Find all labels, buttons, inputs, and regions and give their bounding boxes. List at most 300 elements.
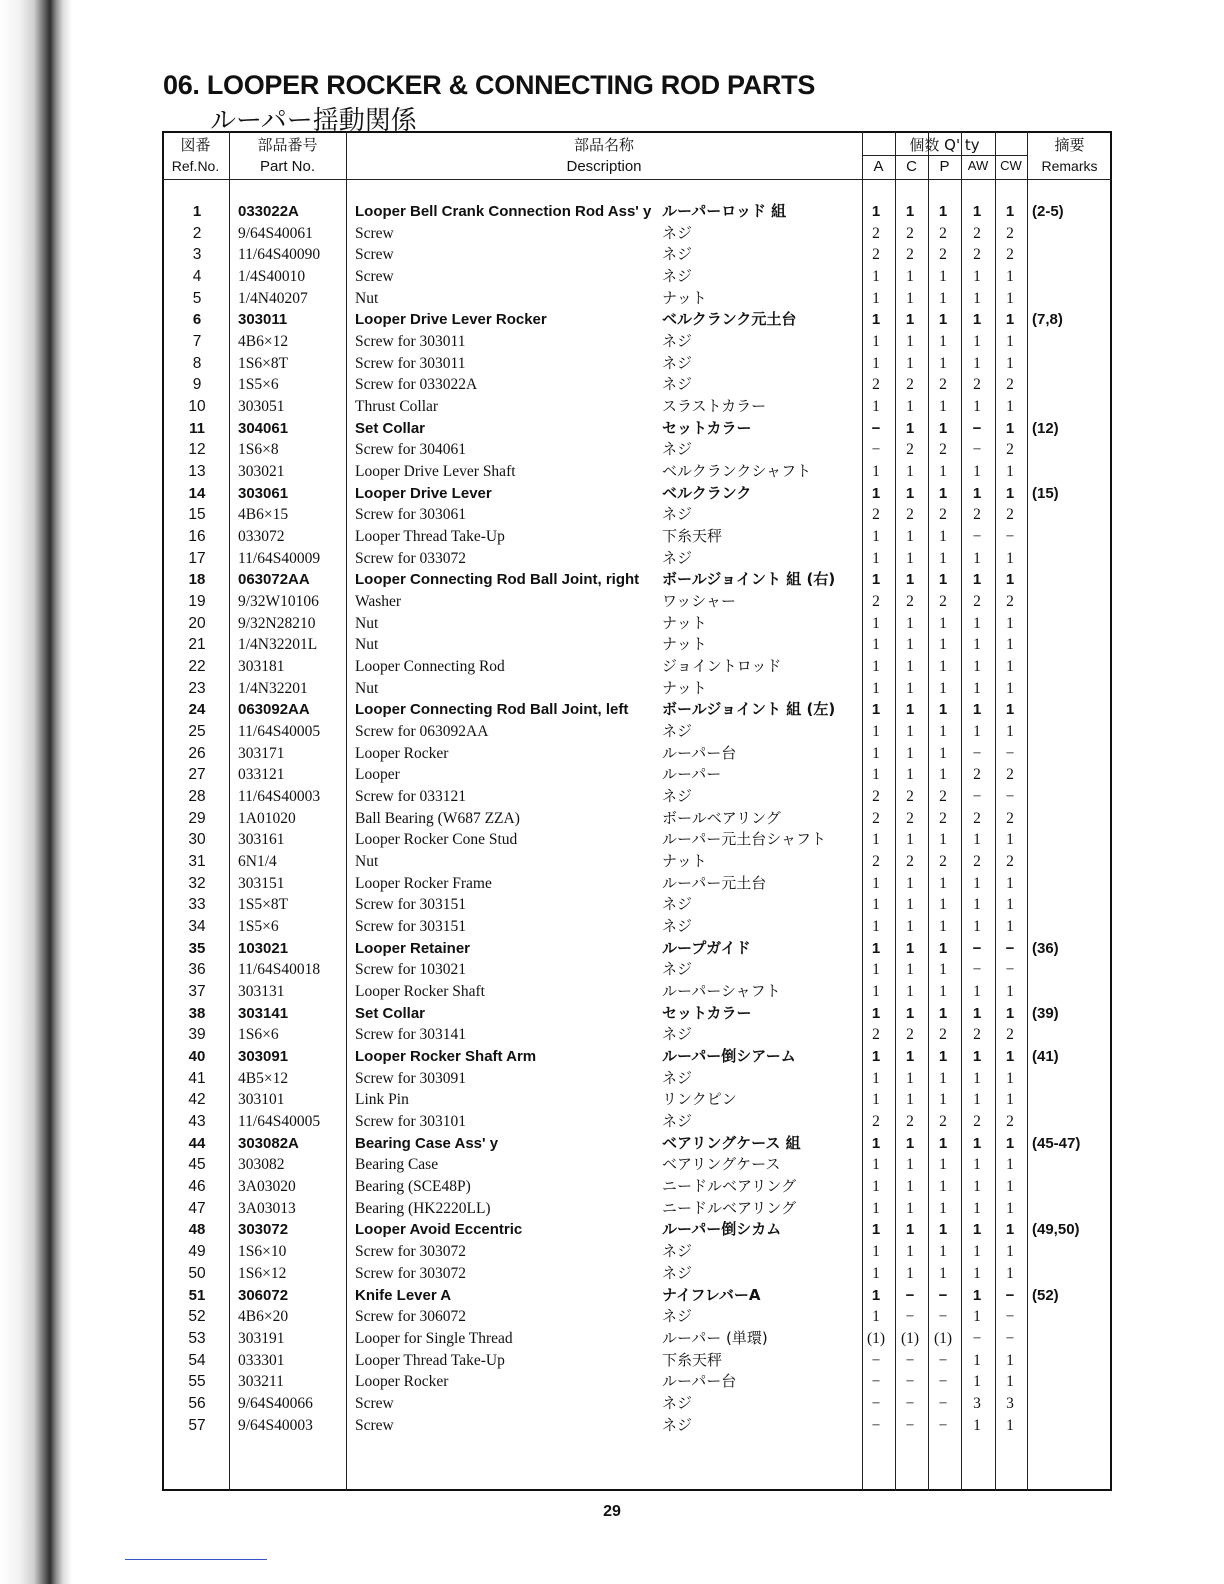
description: Screw for 303091 (355, 1069, 467, 1087)
qty-c: 1 (906, 636, 914, 654)
ref-number: 15 (188, 506, 206, 524)
part-number: 3A03013 (238, 1199, 296, 1217)
description-japanese: ナイフレバーA (662, 1285, 761, 1304)
qty-aw: 2 (973, 766, 981, 784)
qty-aw: 1 (973, 983, 981, 1001)
qty-c: 2 (906, 224, 914, 242)
description-japanese: ネジ (662, 1025, 693, 1044)
ref-number: 22 (188, 658, 206, 676)
header-desc-jp: 部品名称 (573, 136, 634, 154)
qty-p: 1 (939, 918, 947, 936)
qty-cw: 1 (1005, 1134, 1015, 1152)
description: Set Collar (355, 1004, 426, 1022)
table-row (162, 1111, 1112, 1133)
qty-cw: 2 (1006, 593, 1014, 611)
part-number: 4B6×20 (238, 1308, 289, 1326)
description: Bearing Case (355, 1156, 439, 1174)
part-number: 303141 (238, 1004, 289, 1022)
qty-p: 1 (939, 1199, 947, 1217)
table-row (162, 873, 1112, 895)
table-row (162, 1263, 1112, 1285)
table-row (162, 1328, 1112, 1350)
ref-number: 27 (188, 766, 206, 784)
description-japanese: ベルクランク元土台 (662, 310, 797, 329)
qty-p: 2 (939, 809, 947, 827)
qty-aw: 1 (973, 896, 981, 914)
qty-a: 1 (871, 701, 881, 719)
description-japanese: ジョイントロッド (662, 657, 782, 676)
qty-c: 1 (905, 939, 915, 957)
qty-aw: 1 (973, 831, 981, 849)
description: Looper Drive Lever Shaft (355, 463, 516, 481)
ref-number: 11 (189, 419, 205, 437)
qty-c: 1 (906, 723, 914, 741)
qty-a: 1 (872, 831, 880, 849)
table-row (162, 569, 1112, 591)
qty-c: 1 (905, 1134, 915, 1152)
qty-aw: 3 (973, 1394, 981, 1412)
description: Knife Lever A (355, 1286, 452, 1304)
table-row (162, 223, 1112, 245)
part-number: 11/64S40005 (238, 1113, 321, 1131)
description: Looper for Single Thread (355, 1329, 513, 1347)
header-qty-cw: CW (1000, 158, 1022, 173)
qty-p: 1 (939, 658, 947, 676)
description: Screw for 303101 (355, 1113, 467, 1131)
qty-a: 1 (871, 1221, 881, 1239)
part-number: 103021 (238, 939, 289, 957)
part-number: 063092AA (238, 701, 310, 719)
description: Bearing Case Ass' y (355, 1134, 499, 1152)
ref-number: 10 (188, 398, 206, 416)
ref-number: 31 (188, 853, 206, 871)
description-japanese: ルーパーロッド 組 (662, 202, 787, 220)
description: Screw for 304061 (355, 441, 467, 459)
description-japanese: ナット (662, 852, 707, 871)
ref-number: 41 (188, 1069, 206, 1087)
ref-number: 48 (188, 1221, 206, 1239)
description: Looper Rocker Shaft (355, 983, 485, 1001)
ref-number: 9 (192, 376, 202, 394)
description: Looper Drive Lever Rocker (355, 311, 547, 329)
table-row (162, 548, 1112, 570)
description: Screw for 303011 (355, 354, 466, 372)
ref-number: 38 (188, 1004, 206, 1022)
description-japanese: ネジ (662, 1307, 693, 1326)
description: Screw for 303151 (355, 896, 467, 914)
ref-number: 46 (188, 1178, 206, 1196)
qty-aw: 1 (972, 484, 982, 502)
qty-cw: 1 (1006, 679, 1014, 697)
qty-c: 1 (905, 571, 915, 589)
part-number: 1S6×8 (238, 441, 279, 459)
qty-p: 1 (938, 701, 948, 719)
qty-cw: 1 (1006, 333, 1014, 351)
ref-number: 21 (188, 636, 206, 654)
qty-p: 1 (939, 1243, 947, 1261)
qty-cw: 1 (1006, 874, 1014, 892)
qty-aw: 2 (973, 853, 981, 871)
qty-aw: 1 (973, 1416, 981, 1434)
part-number: 11/64S40009 (238, 549, 321, 567)
description: Looper Rocker (355, 1373, 449, 1391)
description: Screw (355, 246, 394, 264)
qty-a: 1 (872, 398, 880, 416)
description: Looper Connecting Rod Ball Joint, left (355, 701, 629, 719)
qty-c: 1 (906, 766, 914, 784)
qty-aw: 1 (972, 571, 982, 589)
qty-cw: 2 (1006, 441, 1014, 459)
part-number: 033072 (238, 528, 285, 546)
qty-aw: 1 (973, 354, 981, 372)
part-number: 1/4S40010 (238, 268, 306, 285)
qty-p: 1 (938, 1134, 948, 1152)
qty-p: − (938, 1373, 948, 1391)
qty-c: − (905, 1416, 915, 1434)
ref-number: 33 (188, 896, 206, 914)
qty-a: − (871, 1373, 881, 1391)
qty-p: 2 (939, 224, 947, 242)
qty-a: 1 (872, 614, 880, 632)
table-row (162, 353, 1112, 375)
qty-a: (1) (866, 1329, 886, 1347)
description-japanese: ネジ (662, 1068, 693, 1087)
qty-aw: 1 (973, 398, 981, 416)
description: Screw for 033121 (355, 788, 467, 806)
description: Looper Retainer (355, 939, 471, 957)
qty-p: − (938, 1351, 948, 1369)
part-number: 1S5×6 (238, 376, 279, 394)
description-japanese: ベルクランクシャフト (662, 462, 812, 481)
description-japanese: ルーパー元土台シャフト (662, 830, 826, 849)
header-remarks-en: Remarks (1041, 158, 1098, 174)
qty-a: 1 (871, 311, 881, 329)
description: Nut (355, 614, 379, 632)
qty-aw: 1 (972, 1134, 982, 1152)
qty-c: 1 (906, 744, 914, 762)
part-number: 6N1/4 (238, 853, 277, 871)
qty-aw: 1 (973, 1199, 981, 1217)
description-japanese: ワッシャー (662, 592, 736, 611)
table-row (162, 808, 1112, 830)
qty-c: 1 (906, 831, 914, 849)
ref-number: 52 (188, 1308, 206, 1326)
part-number: 4B6×15 (238, 506, 289, 524)
part-number: 303101 (238, 1091, 285, 1109)
part-number: 1S5×8T (238, 896, 289, 914)
description: Ball Bearing (W687 ZZA) (355, 809, 520, 827)
description-japanese: ネジ (662, 375, 693, 394)
part-number: 1A01020 (238, 809, 296, 827)
qty-cw: 1 (1006, 1178, 1014, 1196)
qty-a: 1 (871, 1048, 881, 1066)
qty-aw: 1 (972, 1004, 982, 1022)
qty-c: 1 (906, 658, 914, 676)
qty-p: 1 (938, 1048, 948, 1066)
qty-a: 1 (872, 333, 880, 351)
table-row (162, 1089, 1112, 1111)
qty-aw: 1 (972, 701, 982, 719)
description: Screw for 306072 (355, 1308, 467, 1326)
ref-number: 12 (188, 441, 206, 459)
qty-p: 2 (939, 593, 947, 611)
part-number: 1/4N40207 (238, 289, 308, 307)
qty-a: 1 (871, 1286, 881, 1304)
qty-p: 1 (938, 484, 948, 502)
qty-p: 1 (939, 831, 947, 849)
footer-line (125, 1559, 267, 1560)
qty-cw: 2 (1006, 224, 1014, 242)
description-japanese: ボールベアリング (662, 808, 781, 827)
description: Screw for 033072 (355, 549, 467, 567)
qty-a: 1 (872, 1156, 880, 1174)
description-japanese: リンクピン (662, 1090, 737, 1109)
qty-aw: 1 (972, 311, 982, 329)
qty-p: 1 (938, 311, 948, 329)
qty-p: 1 (939, 528, 947, 546)
table-row (162, 1068, 1112, 1090)
description-japanese: ネジ (662, 895, 693, 914)
qty-cw: 1 (1006, 614, 1014, 632)
remarks: (45-47) (1032, 1134, 1081, 1152)
part-number: 303082A (238, 1134, 299, 1152)
qty-aw: 1 (973, 658, 981, 676)
qty-aw: 1 (973, 723, 981, 741)
qty-c: 1 (905, 311, 915, 329)
qty-a: 1 (872, 918, 880, 936)
ref-number: 55 (188, 1373, 206, 1391)
qty-aw: 1 (973, 1243, 981, 1261)
qty-cw: 1 (1006, 983, 1014, 1001)
qty-aw: 1 (973, 549, 981, 567)
ref-number: 42 (188, 1091, 206, 1109)
qty-p: 1 (939, 1264, 947, 1282)
qty-c: 2 (906, 853, 914, 871)
description-japanese: ナット (662, 613, 707, 632)
description-japanese: ネジ (662, 548, 693, 567)
qty-c: 2 (906, 1026, 914, 1044)
qty-cw: 1 (1006, 896, 1014, 914)
qty-p: (1) (933, 1329, 953, 1347)
qty-c: 1 (906, 1069, 914, 1087)
ref-number: 49 (188, 1243, 206, 1261)
qty-aw: 1 (973, 1091, 981, 1109)
qty-c: 2 (906, 441, 914, 459)
ref-number: 3 (192, 246, 202, 264)
part-number: 303061 (238, 484, 289, 502)
table-row (162, 1046, 1112, 1068)
description-japanese: ベアリングケース (662, 1155, 781, 1174)
description: Screw for 033022A (355, 376, 478, 394)
qty-cw: 1 (1006, 1091, 1014, 1109)
ref-number: 40 (188, 1048, 206, 1066)
qty-a: 1 (872, 1091, 880, 1109)
qty-p: 2 (939, 246, 947, 264)
remarks: (49,50) (1032, 1221, 1080, 1239)
ref-number: 30 (188, 831, 206, 849)
ref-number: 47 (188, 1199, 206, 1217)
qty-c: − (905, 1373, 915, 1391)
qty-c: 1 (906, 1199, 914, 1217)
table-row (162, 331, 1112, 353)
table-row (162, 1371, 1112, 1393)
description: Looper Connecting Rod (355, 658, 505, 676)
description-japanese: ネジ (662, 353, 693, 372)
qty-p: − (938, 1286, 948, 1304)
part-number: 303131 (238, 983, 285, 1001)
qty-p: − (938, 1416, 948, 1434)
qty-cw: 2 (1006, 809, 1014, 827)
ref-number: 35 (188, 939, 206, 957)
qty-a: 2 (872, 506, 880, 524)
qty-aw: 1 (973, 679, 981, 697)
qty-cw: 3 (1006, 1394, 1014, 1412)
qty-aw: 1 (973, 268, 981, 285)
table-row (162, 1003, 1112, 1025)
description-japanese: ネジ (662, 1242, 693, 1261)
qty-a: 1 (871, 571, 881, 589)
description-japanese: ルーパー (662, 765, 722, 784)
description-japanese: ニードルベアリング (662, 1198, 797, 1217)
qty-a: 1 (872, 961, 880, 979)
part-number: 1S6×10 (238, 1243, 287, 1261)
qty-a: 1 (872, 766, 880, 784)
qty-c: 2 (906, 376, 914, 394)
ref-number: 53 (188, 1329, 206, 1347)
description-japanese: スラストカラー (662, 397, 767, 416)
part-number: 1/4N32201 (238, 679, 308, 697)
qty-p: 2 (939, 853, 947, 871)
qty-a: 1 (871, 1134, 881, 1152)
table-row (162, 591, 1112, 613)
table-row (162, 201, 1112, 223)
table-row (162, 526, 1112, 548)
qty-cw: 1 (1005, 1221, 1015, 1239)
table-row (162, 981, 1112, 1003)
qty-a: 2 (872, 788, 880, 806)
description-japanese: ネジ (662, 1393, 693, 1412)
table-row (162, 678, 1112, 700)
part-number: 303211 (238, 1373, 284, 1391)
description: Screw for 303072 (355, 1264, 467, 1282)
qty-p: 1 (938, 419, 948, 437)
qty-p: 1 (939, 983, 947, 1001)
qty-cw: 2 (1006, 506, 1014, 524)
table-row (162, 613, 1112, 635)
qty-cw: 1 (1005, 203, 1015, 220)
description: Set Collar (355, 419, 426, 437)
qty-a: 2 (872, 376, 880, 394)
qty-p: 1 (939, 1091, 947, 1109)
qty-c: 1 (906, 983, 914, 1001)
qty-aw: 1 (973, 614, 981, 632)
description: Screw (355, 224, 394, 242)
qty-aw: 1 (972, 1286, 982, 1304)
qty-cw: 1 (1006, 1351, 1014, 1369)
qty-p: 1 (938, 1004, 948, 1022)
qty-cw: 1 (1006, 354, 1014, 372)
qty-aw: 1 (972, 1048, 982, 1066)
description: Nut (355, 289, 379, 307)
description: Looper Thread Take-Up (355, 528, 505, 546)
remarks: (36) (1032, 939, 1059, 957)
qty-p: − (938, 1394, 948, 1412)
part-number: 9/32N28210 (238, 614, 316, 632)
header-part-en: Part No. (259, 158, 316, 175)
qty-c: 1 (906, 1091, 914, 1109)
qty-cw: 2 (1006, 853, 1014, 871)
part-number: 1/4N32201L (238, 636, 318, 654)
part-number: 1S6×12 (238, 1264, 287, 1282)
qty-a: − (871, 441, 881, 459)
qty-c: 1 (906, 1243, 914, 1261)
qty-p: 1 (939, 354, 947, 372)
description-japanese: ネジ (662, 960, 693, 979)
qty-a: 1 (872, 549, 880, 567)
ref-number: 1 (192, 203, 202, 220)
description-japanese: ルーパー元土台 (662, 873, 767, 892)
qty-cw: 1 (1006, 1264, 1014, 1282)
part-number: 3A03020 (238, 1178, 296, 1196)
qty-cw: 1 (1006, 1243, 1014, 1261)
ref-number: 24 (188, 701, 206, 719)
ref-number: 39 (188, 1026, 206, 1044)
description-japanese: 下糸天秤 (662, 1350, 723, 1369)
qty-aw: 2 (973, 1113, 981, 1131)
qty-aw: − (972, 961, 982, 979)
qty-p: 1 (939, 268, 947, 285)
part-number: 11/64S40005 (238, 723, 321, 741)
qty-p: − (938, 1308, 948, 1326)
qty-aw: − (972, 939, 982, 957)
description-japanese: セットカラー (662, 418, 752, 437)
description-japanese: ネジ (662, 917, 693, 936)
ref-number: 51 (188, 1286, 206, 1304)
qty-c: 1 (906, 679, 914, 697)
part-number: 303011 (238, 311, 288, 329)
description-japanese: ニードルベアリング (662, 1177, 797, 1196)
qty-cw: 1 (1006, 1199, 1014, 1217)
part-number: 9/32W10106 (238, 593, 319, 611)
description-japanese: ナット (662, 288, 707, 307)
table-row (162, 1350, 1112, 1372)
qty-a: 2 (872, 246, 880, 264)
ref-number: 26 (188, 744, 206, 762)
header-bottom-line (162, 179, 1112, 180)
qty-aw: 1 (973, 463, 981, 481)
qty-c: − (905, 1394, 915, 1412)
qty-p: 1 (939, 1156, 947, 1174)
book-binding-shadow (0, 0, 72, 1584)
qty-cw: 1 (1005, 1048, 1015, 1066)
description: Screw for 303072 (355, 1243, 467, 1261)
qty-aw: 1 (973, 1156, 981, 1174)
qty-c: 1 (905, 419, 915, 437)
table-row (162, 786, 1112, 808)
ref-number: 32 (188, 874, 206, 892)
qty-a: 1 (872, 874, 880, 892)
qty-cw: 1 (1005, 1004, 1015, 1022)
remarks: (2-5) (1032, 203, 1064, 220)
header-qty-a: A (873, 158, 884, 175)
description: Screw for 063092AA (355, 723, 489, 741)
qty-p: 1 (939, 398, 947, 416)
qty-cw: 1 (1006, 831, 1014, 849)
table-row (162, 721, 1112, 743)
qty-c: 1 (905, 1048, 915, 1066)
qty-c: 1 (906, 289, 914, 307)
qty-c: 1 (906, 961, 914, 979)
